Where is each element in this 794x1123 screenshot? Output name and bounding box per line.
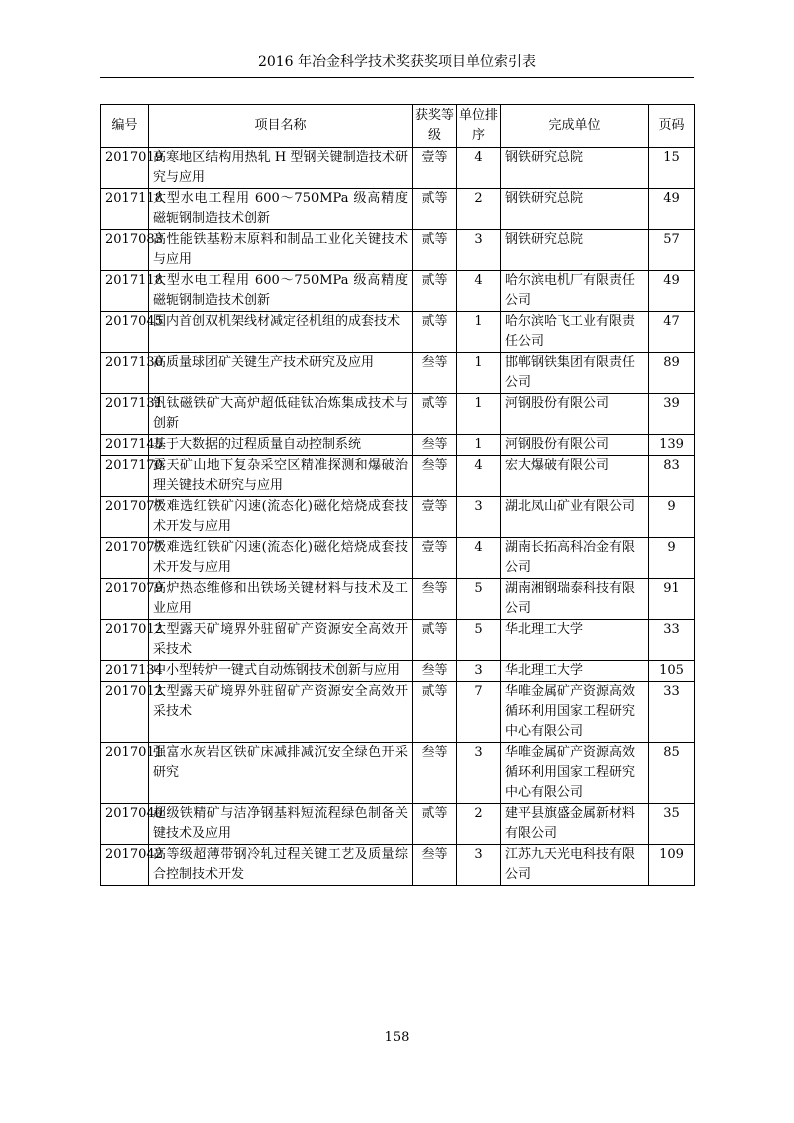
cell-unit-rank: 1 xyxy=(457,353,501,394)
cell-project-name: 极难选红铁矿闪速(流态化)磁化焙烧成套技术开发与应用 xyxy=(149,538,413,579)
header-rule xyxy=(100,77,694,78)
cell-id: 2017012 xyxy=(101,682,149,743)
cell-id: 2017083 xyxy=(101,230,149,271)
cell-unit-rank: 3 xyxy=(457,661,501,682)
cell-unit: 宏大爆破有限公司 xyxy=(501,456,649,497)
cell-unit: 湖南长拓高科冶金有限公司 xyxy=(501,538,649,579)
cell-page: 139 xyxy=(649,435,695,456)
cell-award-level: 叁等 xyxy=(413,456,457,497)
cell-unit: 江苏九天光电科技有限公司 xyxy=(501,845,649,886)
table-row xyxy=(101,804,695,845)
cell-unit: 钢铁研究总院 xyxy=(501,189,649,230)
cell-unit: 湖南湘钢瑞泰科技有限公司 xyxy=(501,579,649,620)
cell-project-name: 超级铁精矿与洁净钢基料短流程绿色制备关键技术及应用 xyxy=(149,804,413,845)
cell-award-level: 叁等 xyxy=(413,353,457,394)
cell-award-level: 叁等 xyxy=(413,743,457,804)
cell-unit-rank: 7 xyxy=(457,682,501,743)
cell-unit-rank: 4 xyxy=(457,456,501,497)
cell-unit-rank: 1 xyxy=(457,312,501,353)
cell-unit-rank: 3 xyxy=(457,230,501,271)
cell-award-level: 贰等 xyxy=(413,804,457,845)
page-number: 158 xyxy=(384,1030,410,1045)
cell-unit-rank: 4 xyxy=(457,148,501,189)
cell-project-name: 中小型转炉一键式自动炼钢技术创新与应用 xyxy=(149,661,413,682)
cell-id: 2017040 xyxy=(101,804,149,845)
cell-unit: 哈尔滨哈飞工业有限责任公司 xyxy=(501,312,649,353)
cell-award-level: 贰等 xyxy=(413,394,457,435)
column-header-rank: 单位排序 xyxy=(457,105,501,148)
cell-page: 49 xyxy=(649,189,695,230)
table-row xyxy=(101,620,695,661)
cell-id: 2017019 xyxy=(101,148,149,189)
table-row xyxy=(101,148,695,189)
cell-award-level: 壹等 xyxy=(413,497,457,538)
cell-unit-rank: 1 xyxy=(457,394,501,435)
page-header-title: 2016 年冶金科学技术奖获奖项目单位索引表 xyxy=(257,54,537,70)
cell-award-level: 叁等 xyxy=(413,661,457,682)
table-row xyxy=(101,394,695,435)
cell-award-level: 壹等 xyxy=(413,538,457,579)
cell-page: 47 xyxy=(649,312,695,353)
cell-id: 2017118 xyxy=(101,189,149,230)
cell-project-name: 大型水电工程用 600～750MPa 级高精度磁轭钢制造技术创新 xyxy=(149,189,413,230)
table-row xyxy=(101,312,695,353)
table-row xyxy=(101,682,695,743)
award-index-table xyxy=(100,104,695,886)
table-row xyxy=(101,271,695,312)
cell-project-name: 高性能铁基粉末原料和制品工业化关键技术与应用 xyxy=(149,230,413,271)
cell-page: 105 xyxy=(649,661,695,682)
cell-page: 15 xyxy=(649,148,695,189)
cell-page: 89 xyxy=(649,353,695,394)
column-header-level: 获奖等级 xyxy=(413,105,457,148)
cell-id: 2017145 xyxy=(101,435,149,456)
table-row xyxy=(101,435,695,456)
table-row xyxy=(101,579,695,620)
cell-unit-rank: 3 xyxy=(457,497,501,538)
cell-id: 2017134 xyxy=(101,661,149,682)
table-row xyxy=(101,456,695,497)
cell-project-name: 强富水灰岩区铁矿床减排减沉安全绿色开采研究 xyxy=(149,743,413,804)
cell-award-level: 贰等 xyxy=(413,682,457,743)
cell-project-name: 钒钛磁铁矿大高炉超低硅钛冶炼集成技术与创新 xyxy=(149,394,413,435)
table-row xyxy=(101,845,695,886)
cell-unit-rank: 2 xyxy=(457,189,501,230)
cell-page: 33 xyxy=(649,682,695,743)
cell-unit: 建平县旗盛金属新材料有限公司 xyxy=(501,804,649,845)
cell-project-name: 大型露天矿境界外驻留矿产资源安全高效开采技术 xyxy=(149,620,413,661)
cell-unit-rank: 3 xyxy=(457,743,501,804)
cell-award-level: 贰等 xyxy=(413,620,457,661)
table-row xyxy=(101,230,695,271)
cell-page: 33 xyxy=(649,620,695,661)
cell-page: 83 xyxy=(649,456,695,497)
cell-project-name: 高炉热态维修和出铁场关键材料与技术及工业应用 xyxy=(149,579,413,620)
column-header-id: 编号 xyxy=(101,105,149,148)
cell-unit: 钢铁研究总院 xyxy=(501,148,649,189)
cell-page: 9 xyxy=(649,497,695,538)
cell-page: 85 xyxy=(649,743,695,804)
column-header-name: 项目名称 xyxy=(149,105,413,148)
cell-id: 2017130 xyxy=(101,353,149,394)
cell-project-name: 高等级超薄带钢冷轧过程关键工艺及质量综合控制技术开发 xyxy=(149,845,413,886)
cell-award-level: 壹等 xyxy=(413,148,457,189)
cell-page: 49 xyxy=(649,271,695,312)
table-header-row xyxy=(101,105,695,148)
cell-unit-rank: 4 xyxy=(457,538,501,579)
cell-id: 2017012 xyxy=(101,620,149,661)
cell-unit-rank: 5 xyxy=(457,579,501,620)
cell-award-level: 贰等 xyxy=(413,271,457,312)
cell-page: 109 xyxy=(649,845,695,886)
cell-project-name: 国内首创双机架线材减定径机组的成套技术 xyxy=(149,312,413,353)
table-row xyxy=(101,497,695,538)
cell-unit: 湖北凤山矿业有限公司 xyxy=(501,497,649,538)
cell-id: 2017042 xyxy=(101,845,149,886)
table-row xyxy=(101,743,695,804)
cell-award-level: 贰等 xyxy=(413,230,457,271)
column-header-page: 页码 xyxy=(649,105,695,148)
cell-unit-rank: 3 xyxy=(457,845,501,886)
cell-project-name: 大型露天矿境界外驻留矿产资源安全高效开采技术 xyxy=(149,682,413,743)
cell-unit: 华北理工大学 xyxy=(501,620,649,661)
cell-unit: 华唯金属矿产资源高效循环利用国家工程研究中心有限公司 xyxy=(501,743,649,804)
cell-id: 2017170 xyxy=(101,456,149,497)
table-row xyxy=(101,353,695,394)
cell-id: 2017077 xyxy=(101,497,149,538)
cell-page: 91 xyxy=(649,579,695,620)
cell-unit-rank: 1 xyxy=(457,435,501,456)
cell-id: 2017045 xyxy=(101,312,149,353)
cell-unit: 河钢股份有限公司 xyxy=(501,394,649,435)
column-header-unit: 完成单位 xyxy=(501,105,649,148)
cell-unit: 钢铁研究总院 xyxy=(501,230,649,271)
cell-unit: 哈尔滨电机厂有限责任公司 xyxy=(501,271,649,312)
cell-page: 35 xyxy=(649,804,695,845)
table-row xyxy=(101,661,695,682)
cell-id: 2017077 xyxy=(101,538,149,579)
cell-award-level: 贰等 xyxy=(413,312,457,353)
cell-page: 57 xyxy=(649,230,695,271)
cell-unit: 邯郸钢铁集团有限责任公司 xyxy=(501,353,649,394)
cell-page: 39 xyxy=(649,394,695,435)
cell-project-name: 高质量球团矿关键生产技术研究及应用 xyxy=(149,353,413,394)
cell-unit: 华北理工大学 xyxy=(501,661,649,682)
cell-award-level: 叁等 xyxy=(413,845,457,886)
cell-unit-rank: 5 xyxy=(457,620,501,661)
cell-id: 2017011 xyxy=(101,743,149,804)
cell-award-level: 叁等 xyxy=(413,435,457,456)
cell-project-name: 极难选红铁矿闪速(流态化)磁化焙烧成套技术开发与应用 xyxy=(149,497,413,538)
cell-page: 9 xyxy=(649,538,695,579)
cell-project-name: 露天矿山地下复杂采空区精准探测和爆破治理关键技术研究与应用 xyxy=(149,456,413,497)
cell-unit-rank: 2 xyxy=(457,804,501,845)
cell-award-level: 贰等 xyxy=(413,189,457,230)
cell-project-name: 基于大数据的过程质量自动控制系统 xyxy=(149,435,413,456)
cell-project-name: 高寒地区结构用热轧 H 型钢关键制造技术研究与应用 xyxy=(149,148,413,189)
table-row xyxy=(101,189,695,230)
cell-project-name: 大型水电工程用 600～750MPa 级高精度磁轭钢制造技术创新 xyxy=(149,271,413,312)
cell-id: 2017079 xyxy=(101,579,149,620)
cell-unit: 河钢股份有限公司 xyxy=(501,435,649,456)
cell-unit-rank: 4 xyxy=(457,271,501,312)
cell-award-level: 叁等 xyxy=(413,579,457,620)
table-row xyxy=(101,538,695,579)
cell-unit: 华唯金属矿产资源高效循环利用国家工程研究中心有限公司 xyxy=(501,682,649,743)
cell-id: 2017118 xyxy=(101,271,149,312)
cell-id: 2017131 xyxy=(101,394,149,435)
